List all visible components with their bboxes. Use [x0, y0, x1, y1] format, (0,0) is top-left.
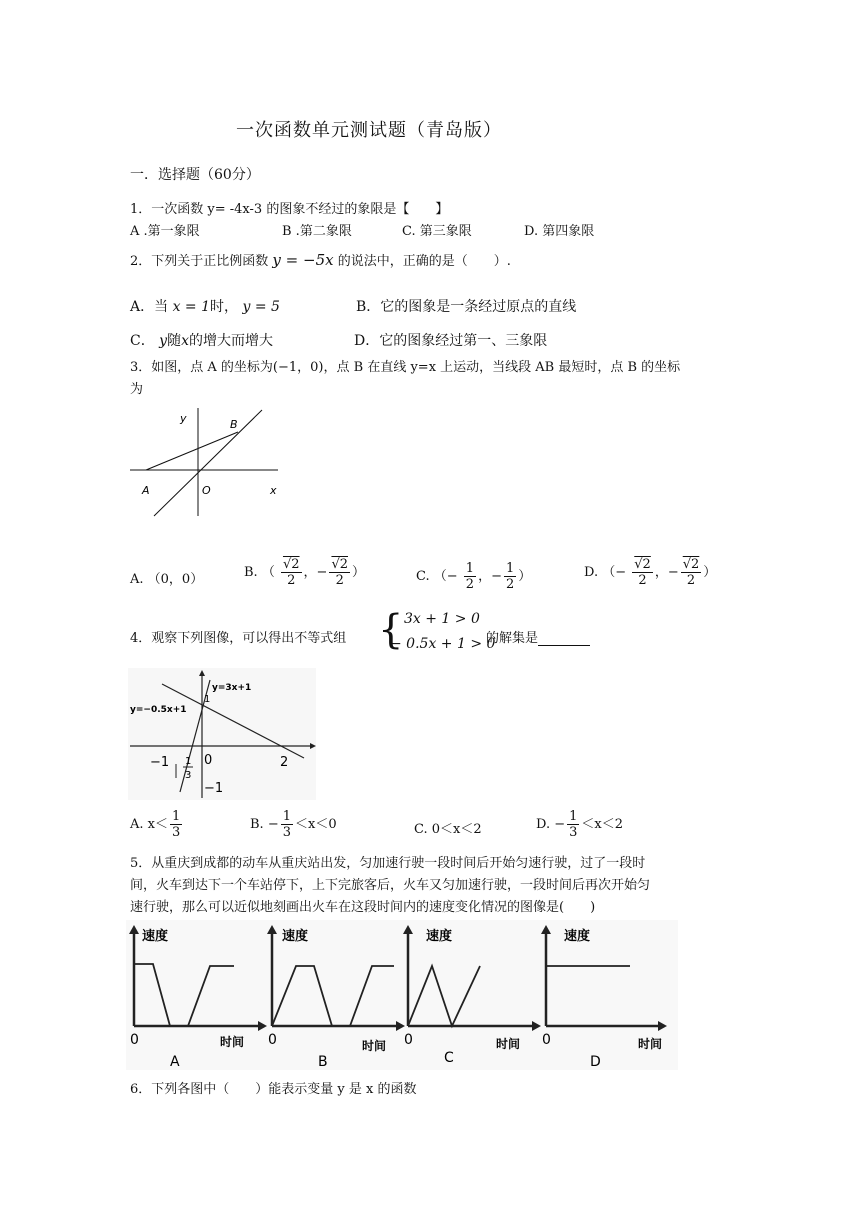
q4-d-n: 1: [569, 809, 578, 824]
q3-option-d: [584, 558, 716, 587]
q4-option-d: [536, 810, 623, 839]
segment-ab: [146, 432, 238, 470]
label-x: x: [270, 484, 277, 497]
q3-option-a: A. （0，0）: [130, 572, 204, 587]
graph-d-speed: 速度: [564, 929, 591, 944]
q2-c-mid: 随: [167, 333, 182, 349]
graph-a-time: 时间: [220, 1035, 245, 1049]
q2-post: 的说法中，正确的是（ ）.: [337, 254, 511, 269]
q3-c-den2: 2: [505, 577, 515, 592]
label-o: O: [202, 484, 211, 497]
question-1: 1．一次函数 y= -4x-3 的图象不经过的象限是【 】: [130, 202, 449, 217]
question-5-line3: 速行驶，那么可以近似地刻画出火车在这段时间内的速度变化情况的图像是( ): [130, 900, 596, 915]
tick-two: 2: [280, 755, 289, 770]
q3-option-b: [244, 558, 365, 587]
q2-c-pre: C．: [130, 333, 155, 349]
q3-c-sep: ，−: [478, 569, 502, 584]
q4-option-c: C. 0＜x＜2: [414, 822, 482, 837]
q3-c-close: ）: [518, 569, 532, 584]
q4-b-d: 3: [282, 825, 291, 840]
q4-b-pre: B. −: [250, 817, 279, 832]
graph-c-time: 时间: [496, 1037, 521, 1051]
q3-b-num1: √2: [282, 557, 300, 572]
tick-third-num: 1: [185, 756, 192, 767]
tick-zero: 0: [204, 753, 213, 768]
q3-b-den2: 2: [335, 573, 344, 588]
q3-b-den1: 2: [287, 573, 296, 588]
q4-option-a: [130, 810, 184, 839]
q2-a-y: y = 5: [242, 299, 280, 315]
q3-d-pre: D. （−: [584, 565, 627, 580]
q4-figure: [128, 668, 316, 800]
answer-blank: [538, 631, 590, 646]
label-y: y: [180, 412, 187, 425]
q3-b-pre: B. （: [244, 565, 275, 580]
q3-option-c: [416, 562, 531, 591]
question-3-line2: 为: [130, 382, 144, 397]
q3-figure: [126, 402, 286, 520]
q3-b-close: ）: [352, 565, 366, 580]
q3-d-num1: √2: [634, 557, 651, 572]
q4-a-pre: A. x＜: [130, 817, 168, 832]
q4-d-post: ＜x＜2: [581, 817, 624, 832]
graph-c-speed: 速度: [426, 929, 453, 944]
q2-c-y: y: [159, 333, 168, 349]
graph-a-speed: 速度: [142, 929, 169, 944]
q3-d-num2: √2: [682, 557, 700, 572]
graph-a-zero: 0: [130, 1032, 139, 1048]
q3-c-pre: C. （−: [416, 569, 458, 584]
system-brace: {: [378, 607, 404, 653]
q3-d-den2: 2: [686, 573, 696, 588]
graph-b-label: B: [318, 1054, 328, 1070]
section-heading: 一．选择题（60分）: [130, 167, 260, 183]
graph-a-label: A: [170, 1054, 180, 1070]
line-y-equals-x: [154, 410, 262, 516]
label-b: B: [230, 418, 238, 431]
q1-option-a: A .第一象限: [130, 224, 200, 239]
q2-option-b: B．它的图象是一条经过原点的直线: [356, 299, 577, 315]
label-a: A: [142, 484, 150, 497]
tick-third-den: 3: [185, 770, 192, 781]
question-4-pre: 4．观察下列图像，可以得出不等式组: [130, 631, 347, 646]
graph-c-label: C: [444, 1050, 454, 1066]
graph-c-zero: 0: [404, 1032, 413, 1048]
q4-a-n: 1: [172, 809, 181, 824]
q4-post: 的解集是: [486, 631, 539, 646]
question-6: 6．下列各图中（ ）能表示变量 y 是 x 的函数: [130, 1082, 417, 1097]
q2-a-x: x = 1: [172, 299, 211, 315]
q3-d-sep: ，−: [654, 565, 679, 580]
q1-option-d: D. 第四象限: [524, 224, 595, 239]
q4-d-d: 3: [569, 825, 578, 840]
q5-figures: [126, 920, 678, 1070]
q3-d-den1: 2: [638, 573, 647, 588]
inequality-1: 3x + 1 > 0: [404, 611, 480, 627]
q3-c-num2: 1: [505, 561, 515, 576]
q3-c-den1: 2: [465, 577, 475, 592]
q2-pre: 2．下列关于正比例函数: [130, 254, 269, 269]
q2-a-mid: 时，: [210, 299, 239, 315]
label-3x-plus-1: y=3x+1: [212, 683, 252, 693]
page-title: 一次函数单元测试题（青岛版）: [236, 120, 502, 141]
graph-b-time: 时间: [362, 1039, 387, 1053]
question-5-line2: 间，火车到达下一个车站停下，上下完旅客后，火车又匀加速行驶，一段时间后再次开始匀: [130, 878, 651, 893]
q2-option-a: [130, 296, 280, 316]
graph-b-speed: 速度: [282, 929, 309, 944]
q4-d-pre: D. −: [536, 817, 566, 832]
q3-b-num2: √2: [331, 557, 348, 572]
q1-option-c: C. 第三象限: [402, 224, 472, 239]
q3-c-num1: 1: [465, 561, 475, 576]
q1-option-b: B .第二象限: [282, 224, 352, 239]
question-3-line1: 3．如图，点 A 的坐标为(−1，0)，点 B 在直线 y=x 上运动，当线段 AB 最短时，点 B 的坐标: [130, 360, 681, 375]
q3-b-sep: ，−: [303, 565, 328, 580]
q2-option-c: [130, 330, 273, 350]
question-5-line1: 5．从重庆到成都的动车从重庆站出发，匀加速行驶一段时间后开始匀速行驶，过了一段时: [130, 856, 646, 871]
inequality-2: − 0.5x + 1 > 0: [390, 636, 496, 652]
label-neg-half-x: y=−0.5x+1: [130, 705, 187, 715]
label-one: 1: [204, 694, 211, 705]
question-2: [130, 250, 511, 269]
q4-b-post: ＜x＜0: [295, 817, 337, 832]
tick-neg1: −1: [150, 755, 170, 770]
q2-a-pre: A．当: [130, 299, 169, 315]
graph-d-time: 时间: [638, 1037, 663, 1051]
graph-d-label: D: [590, 1054, 601, 1070]
q4-b-n: 1: [282, 809, 291, 824]
q2-c-post: 的增大而增大: [189, 333, 273, 349]
tick-y-neg1: −1: [204, 781, 224, 796]
q2-option-d: D．它的图象经过第一、三象限: [354, 333, 548, 349]
q2-expr: y = −5x: [272, 251, 334, 269]
q2-c-x: x: [181, 333, 189, 349]
q4-option-b: [250, 810, 337, 839]
graph-d-zero: 0: [542, 1032, 551, 1048]
q4-a-d: 3: [172, 825, 181, 840]
question-4-post: [486, 627, 590, 646]
q3-d-close: ）: [703, 565, 717, 580]
graph-b-zero: 0: [268, 1032, 277, 1048]
